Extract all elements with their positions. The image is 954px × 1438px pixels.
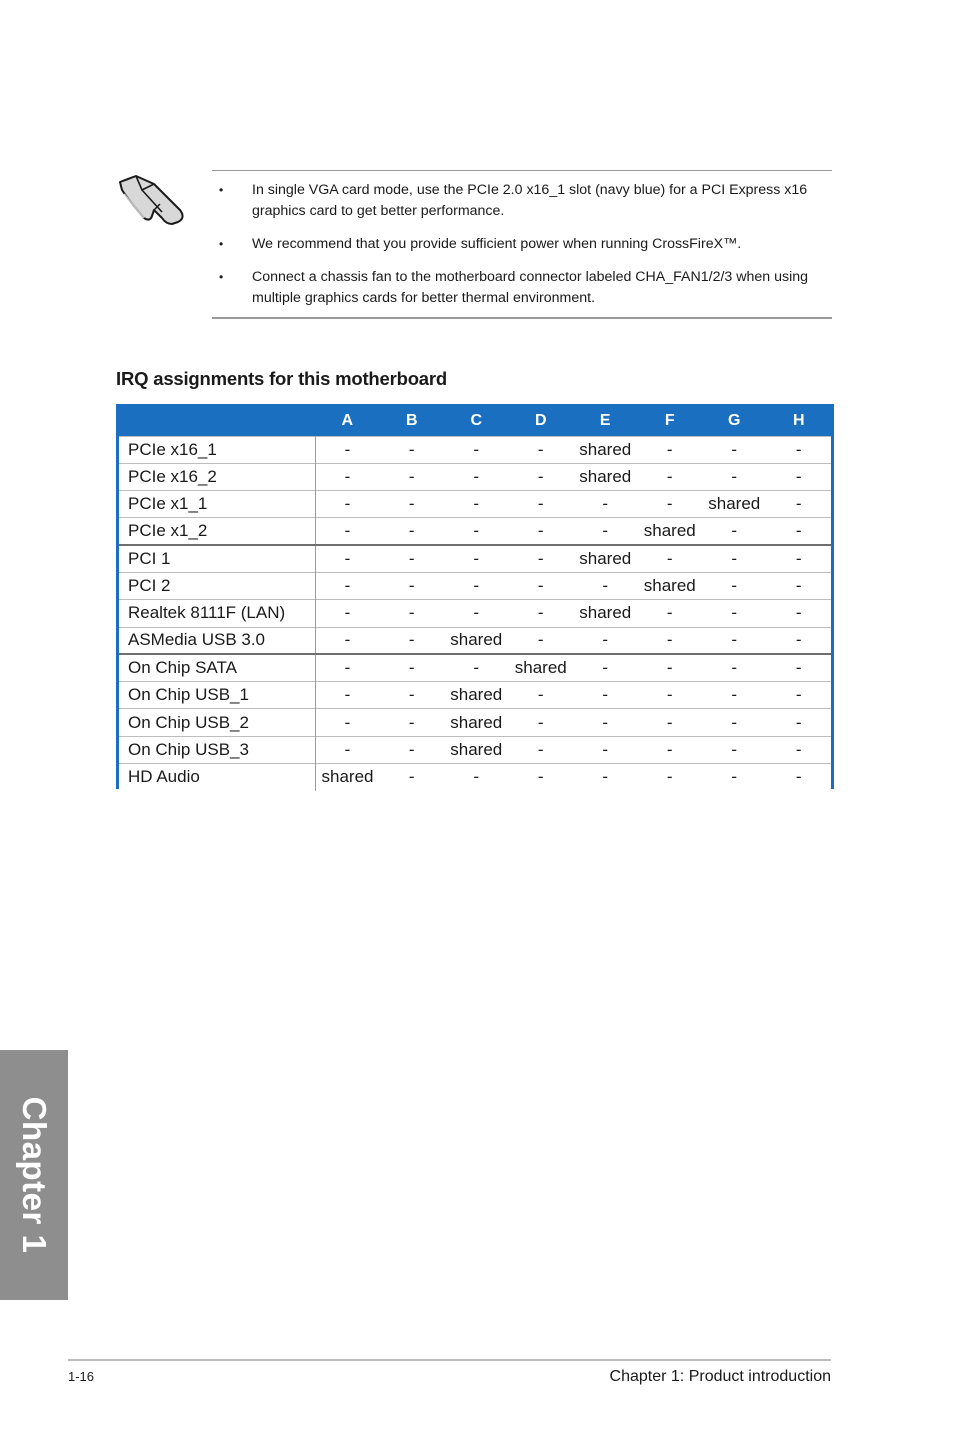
device-cell: PCIe x16_2: [119, 463, 315, 490]
irq-cell: -: [380, 682, 445, 709]
irq-cell: shared: [702, 491, 767, 518]
irq-cell: -: [315, 572, 380, 599]
irq-cell: -: [380, 491, 445, 518]
irq-cell: shared: [638, 518, 703, 545]
note-bottom-divider: [212, 317, 832, 319]
irq-cell: -: [380, 709, 445, 736]
irq-cell: -: [380, 736, 445, 763]
note-item: [212, 180, 832, 222]
note-top-divider: [212, 170, 832, 171]
irq-cell: -: [380, 436, 445, 463]
irq-cell: -: [509, 682, 574, 709]
irq-cell: -: [573, 627, 638, 654]
table-row: [119, 709, 831, 736]
irq-cell: -: [638, 627, 703, 654]
irq-cell: -: [767, 682, 832, 709]
header-a: A: [341, 412, 354, 430]
irq-cell: -: [509, 627, 574, 654]
irq-cell: -: [573, 572, 638, 599]
table-row: [119, 463, 831, 490]
note-item: [212, 267, 832, 309]
irq-cell: -: [380, 764, 445, 791]
note-text: Connect a chassis fan to the motherboard connector labeled CHA_FAN1/2/3 when using multiple graphics cards for better thermal environment.: [252, 269, 809, 306]
table-row: [119, 736, 831, 763]
irq-cell: -: [315, 463, 380, 490]
irq-cell: -: [638, 736, 703, 763]
table-row: [119, 572, 831, 599]
header-b: B: [405, 412, 418, 430]
irq-cell: -: [638, 764, 703, 791]
irq-cell: -: [767, 436, 832, 463]
page-number: 1-16: [68, 1369, 95, 1384]
irq-cell: -: [509, 736, 574, 763]
device-cell: On Chip USB_1: [119, 682, 315, 709]
irq-cell: -: [638, 491, 703, 518]
irq-cell: -: [767, 572, 832, 599]
irq-cell: -: [638, 709, 703, 736]
irq-cell: shared: [444, 682, 509, 709]
irq-cell: -: [315, 709, 380, 736]
irq-cell: -: [444, 600, 509, 627]
table-row: [119, 654, 831, 681]
device-cell: On Chip USB_2: [119, 709, 315, 736]
irq-cell: -: [315, 436, 380, 463]
chapter-side-tab: [0, 1050, 68, 1300]
irq-cell: shared: [573, 463, 638, 490]
irq-cell: -: [767, 600, 832, 627]
table-row: [119, 682, 831, 709]
irq-cell: shared: [444, 709, 509, 736]
irq-cell: -: [509, 764, 574, 791]
irq-cell: -: [509, 491, 574, 518]
irq-cell: -: [380, 600, 445, 627]
irq-cell: -: [444, 764, 509, 791]
note-item: [212, 234, 832, 255]
note-text: We recommend that you provide sufficient power when running CrossFireX™.: [252, 236, 742, 252]
irq-cell: -: [315, 682, 380, 709]
irq-cell: -: [509, 436, 574, 463]
irq-cell: -: [573, 764, 638, 791]
irq-cell: -: [509, 518, 574, 545]
irq-cell: -: [767, 654, 832, 681]
table-row: [119, 627, 831, 654]
irq-cell: shared: [573, 436, 638, 463]
irq-cell: -: [315, 491, 380, 518]
irq-cell: -: [444, 463, 509, 490]
irq-cell: -: [702, 682, 767, 709]
footer-divider: [68, 1359, 831, 1361]
device-cell: PCIe x16_1: [119, 436, 315, 463]
device-cell: On Chip USB_3: [119, 736, 315, 763]
irq-cell: -: [767, 518, 832, 545]
device-cell: PCIe x1_2: [119, 518, 315, 545]
device-cell: PCIe x1_1: [119, 491, 315, 518]
table-row: [119, 764, 831, 791]
irq-table: [119, 407, 831, 791]
irq-cell: -: [573, 491, 638, 518]
chapter-tab-label: Chapter 1: [16, 1096, 53, 1254]
irq-cell: -: [702, 764, 767, 791]
irq-cell: -: [638, 654, 703, 681]
device-cell: ASMedia USB 3.0: [119, 627, 315, 654]
irq-cell: -: [573, 709, 638, 736]
irq-cell: -: [702, 518, 767, 545]
irq-cell: -: [638, 600, 703, 627]
irq-cell: -: [315, 518, 380, 545]
irq-cell: shared: [573, 600, 638, 627]
irq-cell: -: [315, 654, 380, 681]
note-list: [212, 180, 832, 321]
irq-cell: -: [573, 682, 638, 709]
irq-cell: -: [767, 463, 832, 490]
device-cell: PCI 2: [119, 572, 315, 599]
irq-cell: -: [380, 572, 445, 599]
device-cell: PCI 1: [119, 545, 315, 572]
device-cell: Realtek 8111F (LAN): [119, 600, 315, 627]
irq-cell: shared: [444, 627, 509, 654]
irq-cell: -: [380, 518, 445, 545]
header-c: C: [470, 412, 483, 430]
header-g: G: [728, 412, 741, 430]
table-row: [119, 600, 831, 627]
bullet: •: [219, 237, 224, 251]
irq-cell: -: [638, 436, 703, 463]
irq-cell: -: [444, 518, 509, 545]
irq-cell: shared: [444, 736, 509, 763]
irq-cell: -: [702, 600, 767, 627]
bullet: •: [219, 183, 224, 197]
irq-cell: -: [444, 654, 509, 681]
irq-cell: -: [315, 627, 380, 654]
table-row: [119, 436, 831, 463]
irq-cell: -: [315, 600, 380, 627]
irq-cell: -: [702, 654, 767, 681]
irq-cell: -: [702, 545, 767, 572]
irq-cell: -: [444, 491, 509, 518]
irq-cell: -: [702, 463, 767, 490]
footer-chapter-title: Chapter 1: Product introduction: [609, 1368, 831, 1385]
irq-cell: -: [573, 736, 638, 763]
irq-cell: -: [638, 463, 703, 490]
irq-cell: shared: [573, 545, 638, 572]
pointing-hand-icon: [114, 168, 190, 228]
section-title: IRQ assignments for this motherboard: [116, 368, 447, 389]
device-cell: On Chip SATA: [119, 654, 315, 681]
header-device: [119, 407, 315, 436]
table-row: [119, 518, 831, 545]
irq-cell: -: [573, 654, 638, 681]
irq-cell: -: [702, 627, 767, 654]
irq-cell: -: [509, 600, 574, 627]
irq-cell: -: [315, 736, 380, 763]
irq-cell: -: [767, 627, 832, 654]
irq-cell: -: [702, 736, 767, 763]
irq-cell: -: [702, 436, 767, 463]
irq-cell: -: [509, 545, 574, 572]
table-body: [119, 436, 831, 791]
device-cell: HD Audio: [119, 764, 315, 791]
irq-cell: -: [638, 545, 703, 572]
irq-cell: -: [380, 654, 445, 681]
irq-cell: -: [444, 545, 509, 572]
header-f: F: [664, 412, 675, 430]
table-header-row: [119, 407, 831, 436]
irq-cell: -: [767, 736, 832, 763]
irq-cell: -: [509, 463, 574, 490]
irq-cell: -: [767, 491, 832, 518]
irq-cell: -: [573, 518, 638, 545]
irq-table-frame: [116, 404, 834, 789]
irq-cell: -: [702, 709, 767, 736]
table-row: [119, 545, 831, 572]
irq-cell: shared: [315, 764, 380, 791]
irq-cell: -: [767, 545, 832, 572]
irq-cell: -: [767, 709, 832, 736]
bullet: •: [219, 270, 224, 284]
note-text: In single VGA card mode, use the PCIe 2.0 x16_1 slot (navy blue) for a PCI Express x16 graphics card to get better performance.: [252, 182, 808, 219]
header-e: E: [599, 412, 611, 430]
irq-cell: -: [767, 764, 832, 791]
irq-cell: -: [444, 436, 509, 463]
irq-cell: shared: [638, 572, 703, 599]
irq-cell: -: [380, 545, 445, 572]
irq-cell: -: [380, 627, 445, 654]
header-d: D: [534, 412, 547, 430]
irq-cell: -: [509, 709, 574, 736]
irq-cell: -: [509, 572, 574, 599]
irq-cell: -: [315, 545, 380, 572]
irq-cell: -: [444, 572, 509, 599]
header-h: H: [792, 412, 805, 430]
table-row: [119, 491, 831, 518]
irq-cell: -: [702, 572, 767, 599]
irq-cell: shared: [509, 654, 574, 681]
irq-cell: -: [638, 682, 703, 709]
irq-cell: -: [380, 463, 445, 490]
